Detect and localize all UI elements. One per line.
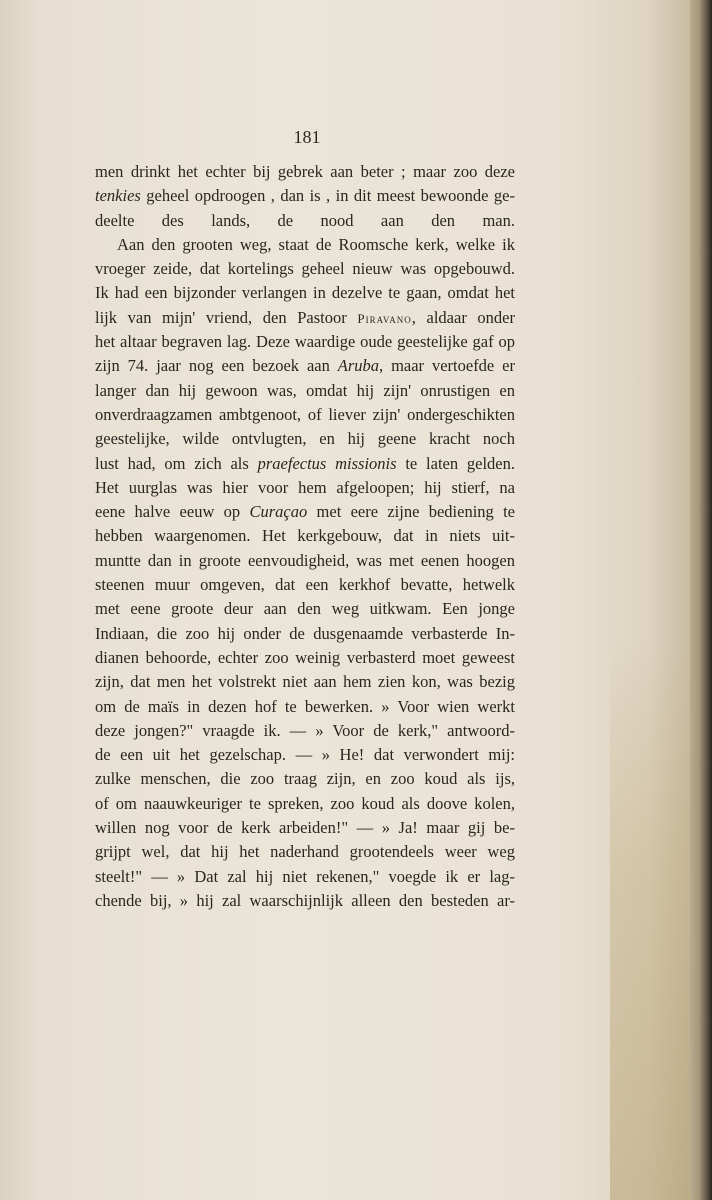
text-segment: lijk van mijn' vriend, den Pastoor <box>95 307 358 327</box>
text-segment: , maar vertoefde er <box>379 356 515 376</box>
text-line <box>95 500 515 524</box>
text-line <box>95 865 515 889</box>
text-segment: langer dan hij gewoon was, omdat hij zijn' onrustigen en <box>95 380 515 400</box>
text-segment: onverdraagzamen ambtgenoot, of liever zijn' ondergeschikten <box>95 404 515 424</box>
text-line <box>95 403 515 427</box>
text-segment: Indiaan, die zoo hij onder de dusgenaamde verbasterde In- <box>95 623 515 643</box>
text-line <box>95 257 515 281</box>
text-segment: vroeger zeide, dat kortelings geheel nieuw was opgebouwd. <box>95 259 515 279</box>
text-segment: geheel opdroogen , dan is , in dit meest bewoonde ge- <box>140 186 515 206</box>
text-line <box>95 597 515 621</box>
text-segment: deze jongen?" vraagde ik. — » Voor de kerk," antwoord- <box>95 720 515 740</box>
text-segment: Piravano <box>357 310 412 326</box>
text-line <box>95 427 515 451</box>
text-segment: Het uurglas was hier voor hem afgeloopen; hij stierf, na <box>95 477 515 497</box>
page-number: 181 <box>293 127 321 147</box>
text-segment: dianen behoorde, echter zoo weinig verbasterd moet geweest <box>95 647 515 667</box>
text-segment: muntte dan in groote eenvoudigheid, was met eenen hoogen <box>95 550 515 570</box>
text-line <box>95 670 515 694</box>
body-text <box>95 160 515 913</box>
text-line <box>95 792 515 816</box>
text-line <box>95 379 515 403</box>
text-segment: eene halve eeuw op <box>95 502 250 522</box>
text-line <box>95 330 515 354</box>
text-line <box>95 695 515 719</box>
text-line <box>95 524 515 548</box>
text-line <box>95 719 515 743</box>
text-segment: of om naauwkeuriger te spreken, zoo koud als doove kolen, <box>95 793 515 813</box>
text-line <box>95 306 515 330</box>
text-segment: willen nog voor de kerk arbeiden!" — » Ja! maar gij be- <box>95 818 515 838</box>
text-line <box>95 476 515 500</box>
text-segment: Aan den grooten weg, staat de Roomsche kerk, welke ik <box>117 234 515 254</box>
text-line <box>95 160 515 184</box>
text-line <box>95 233 515 257</box>
text-segment: , aldaar onder <box>411 307 516 327</box>
text-segment: steenen muur omgeven, dat een kerkhof bevatte, hetwelk <box>95 575 515 595</box>
text-segment: te laten gelden. <box>396 453 515 473</box>
text-segment: Aruba <box>337 356 380 376</box>
text-line <box>95 354 515 378</box>
text-segment: zulke menschen, die zoo traag zijn, en zoo koud als ijs, <box>95 769 515 789</box>
text-line <box>95 209 515 233</box>
text-segment: lust had, om zich als <box>95 453 258 473</box>
text-segment: geestelijke, wilde ontvlugten, en hij geene kracht noch <box>95 429 515 449</box>
text-segment: grijpt wel, dat hij het naderhand grootendeels weer weg <box>95 842 515 862</box>
text-segment: hebben waargenomen. Het kerkgebouw, dat in niets uit- <box>95 526 515 546</box>
text-line <box>95 646 515 670</box>
text-segment: met eene groote deur aan den weg uitkwam. Een jonge <box>95 599 515 619</box>
text-line <box>95 184 515 208</box>
text-segment: chende bij, » hij zal waarschijnlijk alleen den besteden ar- <box>95 890 515 910</box>
page-stain <box>610 640 690 1200</box>
text-segment: om de maïs in dezen hof te bewerken. » Voor wien werkt <box>95 696 515 716</box>
text-segment: tenkies <box>95 186 141 206</box>
text-segment: deelte des lands, de nood aan den man. <box>95 210 515 230</box>
text-segment: de een uit het gezelschap. — » He! dat verwondert mij: <box>95 745 515 765</box>
text-segment: praefectus missionis <box>257 453 397 473</box>
text-segment: zijn 74. jaar nog een bezoek aan <box>95 356 338 376</box>
text-line <box>95 816 515 840</box>
text-segment: Ik had een bijzonder verlangen in dezelve te gaan, omdat het <box>95 283 515 303</box>
text-line <box>95 549 515 573</box>
text-line <box>95 840 515 864</box>
text-line <box>95 281 515 305</box>
text-line <box>95 622 515 646</box>
text-segment: met eere zijne bediening te <box>307 502 515 522</box>
text-segment: men drinkt het echter bij gebrek aan beter ; maar zoo deze <box>95 162 515 181</box>
text-segment: Curaçao <box>249 502 308 522</box>
text-line <box>95 573 515 597</box>
page-edge <box>690 0 712 1200</box>
text-line <box>95 452 515 476</box>
text-segment: het altaar begraven lag. Deze waardige oude geestelijke gaf op <box>95 332 515 352</box>
text-line <box>95 889 515 913</box>
text-line <box>95 743 515 767</box>
text-line <box>95 767 515 791</box>
text-segment: steelt!" — » Dat zal hij niet rekenen," voegde ik er lag- <box>95 866 515 886</box>
text-segment: zijn, dat men het volstrekt niet aan hem zien kon, was bezig <box>95 672 515 692</box>
